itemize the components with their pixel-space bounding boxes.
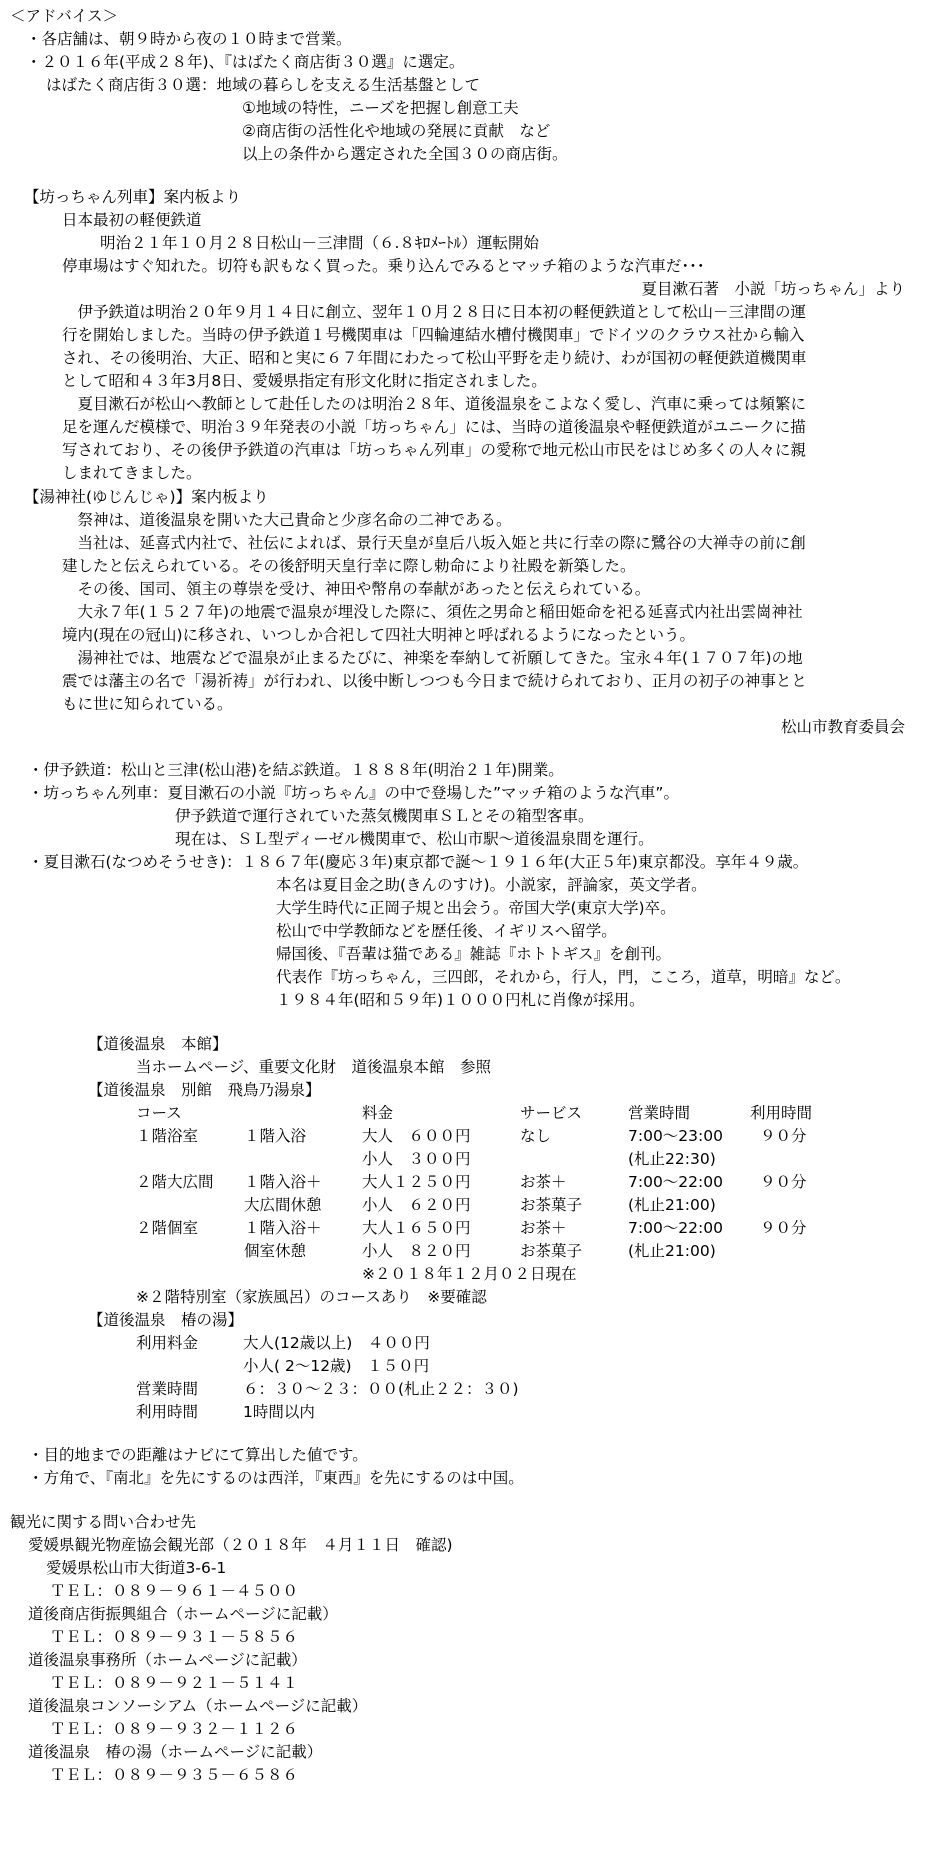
table-cell-hours: 7:00～23:00 [628,1127,723,1145]
special-room-note: ※２階特別室（家族風呂）のコースあり ※要確認 [136,1288,487,1306]
note-iyotetsu: ・伊予鉄道：松山と三津(松山港)を結ぶ鉄道。１８８８年(明治２１年)開業。 [28,761,564,779]
table-cell-duration: ９０分 [760,1173,807,1191]
tsubaki-fee-child: 小人( 2～12歳) １５０円 [243,1357,430,1375]
note-distance: ・目的地までの距離はナビにて算出した値です。 [28,1446,368,1464]
table-cell-type: １階入浴＋ [244,1173,322,1191]
table-cell-last-entry: (札止21:00) [628,1196,716,1214]
table-cell-duration: ９０分 [760,1219,807,1237]
botchan-sign-text-line: しまれてきました。 [62,464,202,482]
table-cell-hours: 7:00～22:00 [628,1173,723,1191]
note-soseki: ・夏目漱石(なつめそうせき)：１８６７年(慶応３年)東京都で誕～１９１６年(大正５年)東京都没。享年４９歳。 [28,853,809,871]
table-cell-service-extra: お茶菓子 [520,1242,583,1260]
table-cell-type: １階入浴 [244,1127,307,1145]
table-cell-price-child: 小人 ３００円 [362,1150,471,1168]
contact-tel: ＴＥＬ：０８９－９６１－４５００ [50,1582,299,1600]
column-header-service: サービス [520,1104,583,1122]
contacts-heading: 観光に関する問い合わせ先 [10,1513,197,1531]
advice-award-criteria-3: 以上の条件から選定された全国３０の商店街。 [242,145,568,163]
advice-award: ・２０１６年(平成２８年)、『はばたく商店街３０選』に選定。 [26,53,465,71]
botchan-sign-text-line: 写されており、その後伊予鉄道の汽車は「坊っちゃん列車」の愛称で地元松山市民をはじめ多くの人々に親 [62,441,807,459]
advice-award-criteria-1: ①地域の特性，ニーズを把握し創意工夫 [242,99,519,117]
table-cell-last-entry: (札止22:30) [628,1150,716,1168]
botchan-sign-quote: 停車場はすぐ知れた。切符も訳もなく買った。乗り込んでみるとマッチ箱のような汽車だ･･･ [62,257,705,275]
advice-award-definition: はばたく商店街３０選：地域の暮らしを支える生活基盤として [46,76,481,94]
table-cell-type-extra: 個室休憩 [244,1242,307,1260]
table-cell-duration: ９０分 [760,1127,807,1145]
table-cell-hours: 7:00～22:00 [628,1219,723,1237]
botchan-sign-date-line: 明治２１年１０月２８日松山－三津間（６.８ｷﾛﾒｰﾄﾙ）運転開始 [100,234,539,252]
botchan-sign-text-line: され、その後明治、大正、昭和と実に６７年間にわたって松山平野を走り続け、わが国初の軽便鉄道機関車 [62,349,807,367]
honkan-heading: 【道後温泉 本館】 [88,1035,228,1053]
table-cell-type: １階入浴＋ [244,1219,322,1237]
contact-org: 道後温泉事務所（ホームページに記載） [28,1651,307,1669]
yujinja-sign-signature: 松山市教育委員会 [780,718,905,736]
table-as-of-note: ※２０１８年１２月０２日現在 [362,1265,577,1283]
note-soseki-line: 大学生時代に正岡子規と出会う。帝国大学(東京大学)卒。 [276,899,676,917]
yujinja-sign-text-line: 建したと伝えられている。その後舒明天皇行幸に際し勅命により社殿を新築した。 [62,557,636,575]
table-cell-course: ２階大広間 [136,1173,214,1191]
contact-tel: ＴＥＬ：０８９－９３２－１１２６ [50,1720,299,1738]
botchan-sign-text-line: 伊予鉄道は明治２０年９月１４日に創立、翌年１０月２８日に日本初の軽便鉄道として松山－三津間の運 [62,303,807,321]
note-soseki-line: 本名は夏目金之助(きんのすけ)。小説家，評論家，英文学者。 [276,876,707,894]
yujinja-sign-heading: 【湯神社(ゆじんじゃ)】案内板より [24,488,269,506]
note-soseki-line: 松山で中学教師などを歴任後、イギリスへ留学。 [276,922,617,940]
tsubaki-fee-adult: 大人(12歳以上) ４００円 [243,1334,430,1352]
yujinja-sign-text-line: 当社は、延喜式内社で、社伝によれば、景行天皇が皇后八坂入姫と共に行幸の際に鷺谷の大禅寺の前に創 [62,534,806,552]
botchan-sign-text-line: として昭和４３年3月8日、愛媛県指定有形文化財に指定されました。 [62,372,547,390]
note-soseki-line: 帰国後、『吾輩は猫である』雑誌『ホトトギス』を創刊。 [276,945,671,963]
tsubaki-fee-label: 利用料金 [136,1334,199,1352]
tsubaki-hours: ６：３０～２３：００(札止２２：３０) [243,1380,519,1398]
table-cell-price-child: 小人 ８２０円 [362,1242,471,1260]
column-header-price: 料金 [362,1104,394,1122]
yujinja-sign-text-line: 境内(現在の冠山)に移され、いつしか合祀して四社大明神と呼ばれるようになったという。 [62,626,696,644]
tsubaki-duration: 1時間以内 [243,1403,315,1421]
note-botchan-train-line: 伊予鉄道で運行されていた蒸気機関車ＳＬとその箱型客車。 [175,807,594,825]
contact-tel: ＴＥＬ：０８９－９３１－５８５６ [50,1628,299,1646]
table-cell-service: なし [520,1127,552,1145]
contact-org: 愛媛県観光物産協会観光部（２０１８年 ４月１１日 確認) [28,1536,453,1554]
contact-org: 道後商店街振興組合（ホームページに記載） [28,1605,338,1623]
tsubaki-heading: 【道後温泉 椿の湯】 [88,1311,244,1329]
note-botchan-train: ・坊っちゃん列車：夏目漱石の小説『坊っちゃん』の中で登場した”マッチ箱のような汽車”。 [28,784,679,802]
table-cell-service-extra: お茶菓子 [520,1196,583,1214]
table-cell-last-entry: (札止21:00) [628,1242,716,1260]
yujinja-sign-text-line: 大永７年(１５２７年)の地震で温泉が埋没した際に、須佐之男命と稲田姫命を祀る延喜式内社出雲崗神社 [62,603,803,621]
column-header-duration: 利用時間 [750,1104,813,1122]
table-cell-price: 大人１６５０円 [362,1219,471,1237]
advice-hours: ・各店舗は、朝９時から夜の１０時まで営業。 [26,30,352,48]
yujinja-sign-text-line: 震では藩主の名で「湯祈祷」が行われ、以後中断しつつも今日まで続けられており、正月の初子の神事とと [62,672,807,690]
table-cell-price-child: 小人 ６２０円 [362,1196,471,1214]
column-header-course: コース [136,1104,182,1122]
botchan-sign-subtitle: 日本最初の軽便鉄道 [62,211,202,229]
table-cell-course: １階浴室 [136,1127,199,1145]
yujinja-sign-text-line: その後、国司、領主の尊崇を受け、神田や幣帛の奉献があったと伝えられている。 [62,580,651,598]
botchan-sign-heading: 【坊っちゃん列車】案内板より [24,188,242,206]
note-soseki-line: 代表作『坊っちゃん，三四郎，それから，行人，門，こころ，道草，明暗』など。 [276,968,851,986]
botchan-sign-quote-source: 夏目漱石著 小説「坊っちゃん」より [641,280,905,298]
note-botchan-train-line: 現在は、ＳＬ型ディーゼル機関車で、松山市駅～道後温泉間を運行。 [175,830,654,848]
table-cell-type-extra: 大広間休憩 [244,1196,322,1214]
botchan-sign-text-line: 夏目漱石が松山へ教師として赴任したのは明治２８年、道後温泉をこよなく愛し、汽車に乗っては頻繁に [62,395,807,413]
contact-address: 愛媛県松山市大街道3-6-1 [46,1559,227,1577]
advice-award-criteria-2: ②商店街の活性化や地域の発展に貢献 など [242,122,551,140]
yujinja-sign-text-line: 湯神社では、地震などで温泉が止まるたびに、神楽を奉納して祈願してきた。宝永４年(１７０７年)の地 [62,649,803,667]
contact-tel: ＴＥＬ：０８９－９３５－６５８６ [50,1766,299,1784]
note-direction: ・方角で、『南北』を先にするのは西洋，『東西』を先にするのは中国。 [28,1469,524,1487]
asuka-heading: 【道後温泉 別館 飛鳥乃湯泉】 [88,1081,321,1099]
table-cell-price: 大人１２５０円 [362,1173,471,1191]
contact-org: 道後温泉 椿の湯（ホームページに記載） [28,1743,323,1761]
honkan-note: 当ホームページ、重要文化財 道後温泉本館 参照 [136,1058,491,1076]
note-soseki-line: １９８４年(昭和５９年)１０００円札に肖像が採用。 [276,991,645,1009]
tsubaki-duration-label: 利用時間 [136,1403,199,1421]
contact-org: 道後温泉コンソーシアム（ホームページに記載） [28,1697,368,1715]
yujinja-sign-text-line: 祭神は、道後温泉を開いた大己貴命と少彦名命の二神である。 [62,511,512,529]
botchan-sign-text-line: 行を開始しました。当時の伊予鉄道１号機関車は「四輪連結水槽付機関車」でドイツのクラウス社から輸入 [62,326,805,344]
advice-heading: ＜アドバイス＞ [10,7,119,25]
table-cell-course: ２階個室 [136,1219,199,1237]
tsubaki-hours-label: 営業時間 [136,1380,199,1398]
table-cell-price: 大人 ６００円 [362,1127,471,1145]
column-header-hours: 営業時間 [628,1104,691,1122]
table-cell-service: お茶＋ [520,1219,567,1237]
contact-tel: ＴＥＬ：０８９－９２１－５１４１ [50,1674,299,1692]
yujinja-sign-text-line: もに世に知られている。 [62,695,233,713]
table-cell-service: お茶＋ [520,1173,567,1191]
botchan-sign-text-line: 足を運んだ模様で、明治３９年発表の小説「坊っちゃん」には、当時の道後温泉や軽便鉄道がユニークに描 [62,418,806,436]
